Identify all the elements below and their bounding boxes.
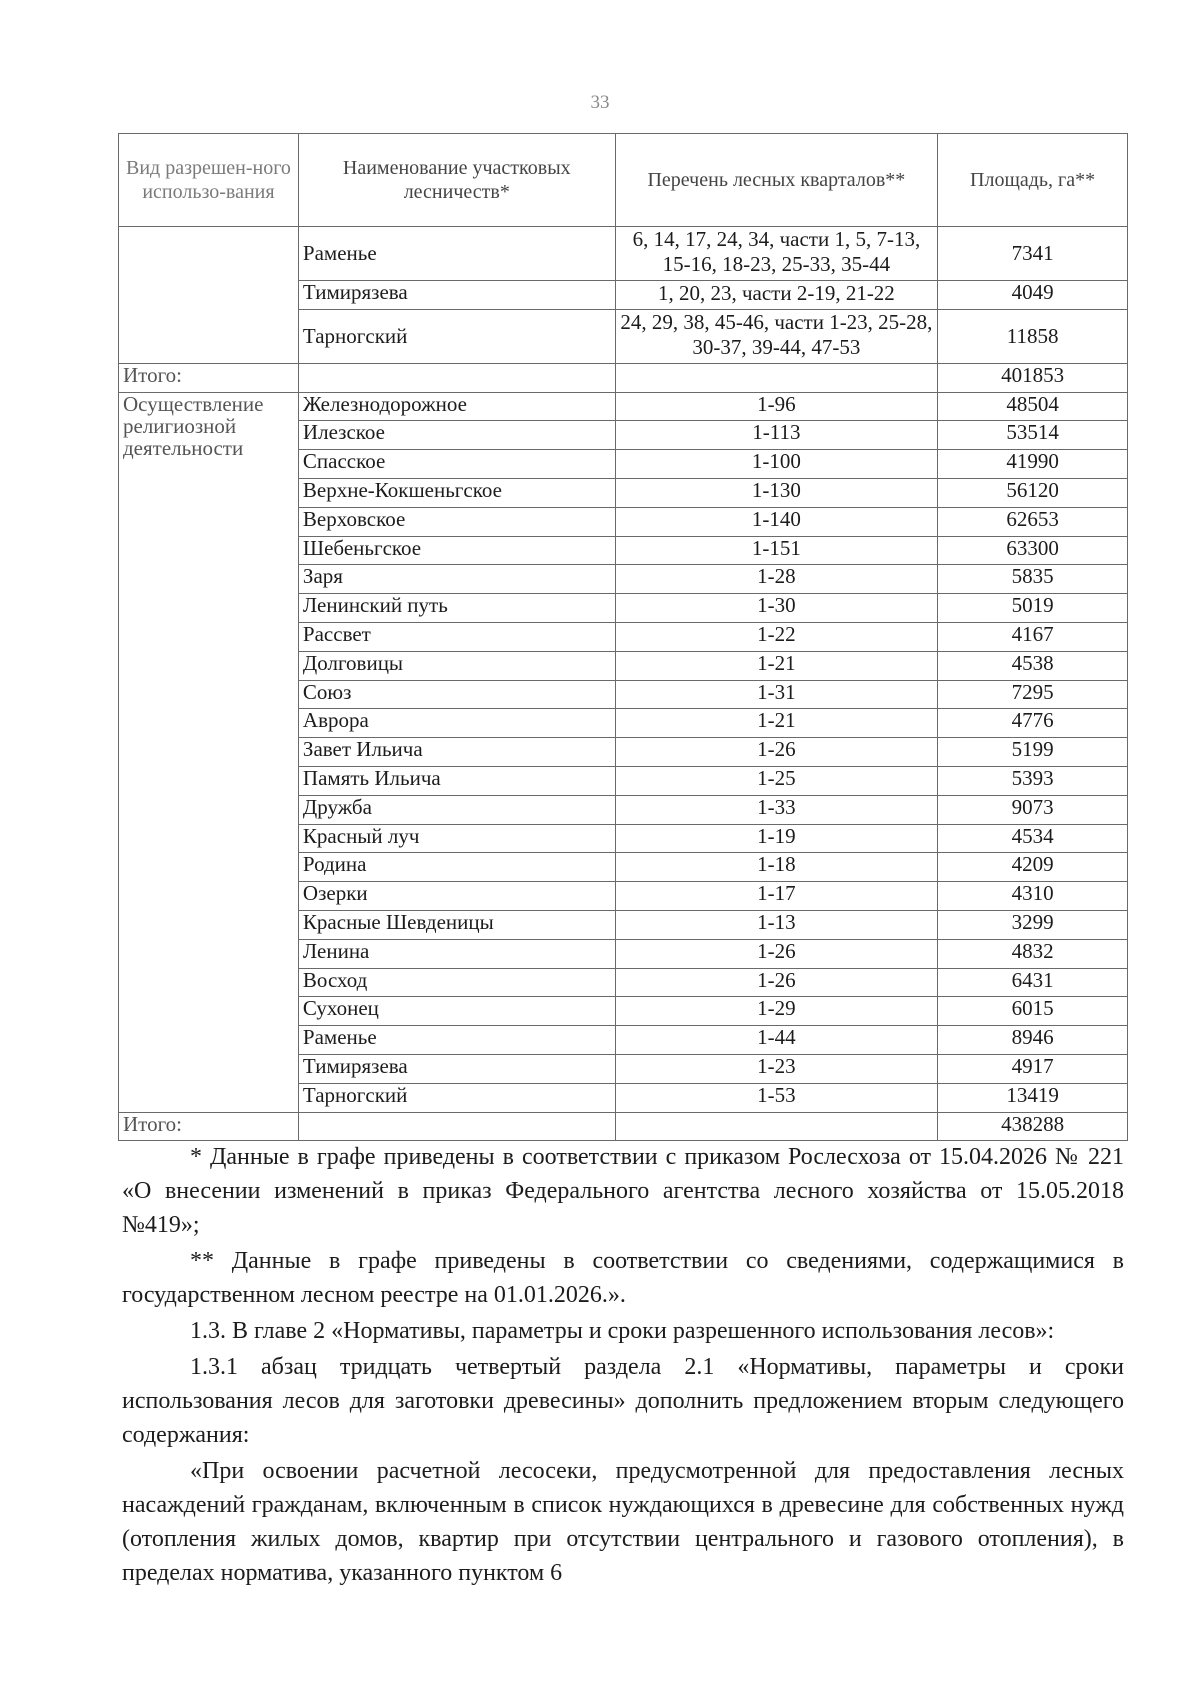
forestry-name: Красные Шевденицы — [298, 910, 615, 939]
total-label: Итого: — [119, 363, 299, 392]
area-value: 4832 — [938, 939, 1128, 968]
quarters-list: 1-19 — [615, 824, 938, 853]
area-value: 6015 — [938, 997, 1128, 1026]
quarters-list: 1, 20, 23, части 2-19, 21-22 — [615, 281, 938, 310]
table-row — [119, 392, 1128, 421]
area-value: 7295 — [938, 680, 1128, 709]
quarters-list: 1-140 — [615, 507, 938, 536]
footnote-1: * Данные в графе приведены в соответствии с приказом Рослесхоза от 15.04.2026 № 221 «О внесении изменений в приказ Федерального агентства лесного хозяйства от 15.05.2018 №419»; — [122, 1144, 1124, 1238]
area-value: 4310 — [938, 882, 1128, 911]
quarters-list: 1-113 — [615, 421, 938, 450]
area-value: 3299 — [938, 910, 1128, 939]
quarters-list: 1-31 — [615, 680, 938, 709]
forestry-name: Верховское — [298, 507, 615, 536]
area-value: 11858 — [938, 309, 1128, 363]
area-value: 4917 — [938, 1054, 1128, 1083]
area-value: 4049 — [938, 281, 1128, 310]
quarters-list: 1-29 — [615, 997, 938, 1026]
quarters-list: 1-21 — [615, 709, 938, 738]
total-empty-cell — [298, 1112, 615, 1141]
quarters-list: 1-25 — [615, 766, 938, 795]
use-kind-cell-empty — [119, 227, 299, 364]
use-kind-cell: Осуществление религиозной деятельности — [119, 392, 299, 1112]
area-value: 5393 — [938, 766, 1128, 795]
quarters-list: 1-33 — [615, 795, 938, 824]
forestry-name: Ленинский путь — [298, 594, 615, 623]
table-row — [119, 227, 1128, 281]
header-area: Площадь, га** — [938, 134, 1128, 227]
quarters-list: 1-100 — [615, 450, 938, 479]
forestry-name: Озерки — [298, 882, 615, 911]
quarters-list: 1-21 — [615, 651, 938, 680]
area-value: 5019 — [938, 594, 1128, 623]
table-body — [119, 227, 1128, 1141]
forestry-name: Железнодорожное — [298, 392, 615, 421]
total-empty-cell — [298, 363, 615, 392]
area-value: 56120 — [938, 478, 1128, 507]
area-value: 4776 — [938, 709, 1128, 738]
total-area: 401853 — [938, 363, 1128, 392]
forestry-name: Заря — [298, 565, 615, 594]
area-value: 63300 — [938, 536, 1128, 565]
forestry-name: Завет Ильича — [298, 738, 615, 767]
area-value: 4538 — [938, 651, 1128, 680]
quarters-list: 1-26 — [615, 968, 938, 997]
area-value: 9073 — [938, 795, 1128, 824]
quarters-list: 1-18 — [615, 853, 938, 882]
quarters-list: 1-26 — [615, 738, 938, 767]
total-row — [119, 363, 1128, 392]
forestry-name: Тимирязева — [298, 281, 615, 310]
quarters-list: 1-44 — [615, 1026, 938, 1055]
forestry-name: Рассвет — [298, 622, 615, 651]
forestry-name: Раменье — [298, 1026, 615, 1055]
forestry-name: Долговицы — [298, 651, 615, 680]
forestry-name: Родина — [298, 853, 615, 882]
area-value: 13419 — [938, 1083, 1128, 1112]
forestry-name: Илезское — [298, 421, 615, 450]
total-area: 438288 — [938, 1112, 1128, 1141]
area-value: 4167 — [938, 622, 1128, 651]
header-forestry-name: Наименование участковых лесничеств* — [298, 134, 615, 227]
forestry-name: Шебеньгское — [298, 536, 615, 565]
quarters-list: 1-22 — [615, 622, 938, 651]
area-value: 7341 — [938, 227, 1128, 281]
area-value: 48504 — [938, 392, 1128, 421]
quarters-list: 1-151 — [615, 536, 938, 565]
forestry-name: Тимирязева — [298, 1054, 615, 1083]
forestry-name: Тарногский — [298, 309, 615, 363]
document-text — [122, 1140, 1124, 1592]
footnote-2: ** Данные в графе приведены в соответствии со сведениями, содержащимися в государственном лесном реестре на 01.01.2026.». — [122, 1248, 1124, 1308]
forestry-name: Память Ильича — [298, 766, 615, 795]
area-value: 5199 — [938, 738, 1128, 767]
forestry-name: Раменье — [298, 227, 615, 281]
area-value: 41990 — [938, 450, 1128, 479]
forestry-name: Спасское — [298, 450, 615, 479]
forestry-name: Сухонец — [298, 997, 615, 1026]
area-value: 62653 — [938, 507, 1128, 536]
paragraph-quote: «При освоении расчетной лесосеки, предусмотренной для предоставления лесных насаждений гражданам, включенным в список нуждающихся в древесине для собственных нужд (отопления жилых домов, квартир при отсутствии центрального и газового отопления), в пределах норматива, указанного пунктом 6 — [122, 1458, 1124, 1586]
quarters-list: 24, 29, 38, 45-46, части 1-23, 25-28, 30-37, 39-44, 47-53 — [615, 309, 938, 363]
table-header-row — [119, 134, 1128, 227]
total-row — [119, 1112, 1128, 1141]
forestry-name: Красный луч — [298, 824, 615, 853]
quarters-list: 1-130 — [615, 478, 938, 507]
total-empty-cell — [615, 1112, 938, 1141]
area-value: 5835 — [938, 565, 1128, 594]
quarters-list: 1-96 — [615, 392, 938, 421]
area-value: 53514 — [938, 421, 1128, 450]
quarters-list: 1-53 — [615, 1083, 938, 1112]
forest-table — [118, 133, 1128, 1141]
area-value: 8946 — [938, 1026, 1128, 1055]
area-value: 6431 — [938, 968, 1128, 997]
area-value: 4209 — [938, 853, 1128, 882]
quarters-list: 1-23 — [615, 1054, 938, 1083]
page-number: 33 — [590, 92, 610, 113]
header-quarters: Перечень лесных кварталов** — [615, 134, 938, 227]
quarters-list: 1-28 — [615, 565, 938, 594]
forestry-name: Дружба — [298, 795, 615, 824]
area-value: 4534 — [938, 824, 1128, 853]
quarters-list: 1-17 — [615, 882, 938, 911]
paragraph-1-3: 1.3. В главе 2 «Нормативы, параметры и сроки разрешенного использования лесов»: — [190, 1318, 1055, 1344]
quarters-list: 6, 14, 17, 24, 34, части 1, 5, 7-13, 15-16, 18-23, 25-33, 35-44 — [615, 227, 938, 281]
total-label: Итого: — [119, 1112, 299, 1141]
paragraph-1-3-1: 1.3.1 абзац тридцать четвертый раздела 2.1 «Нормативы, параметры и сроки использования лесов для заготовки древесины» дополнить предложением вторым следующего содержания: — [122, 1354, 1124, 1448]
forestry-name: Восход — [298, 968, 615, 997]
quarters-list: 1-13 — [615, 910, 938, 939]
forestry-name: Верхне-Кокшеньгское — [298, 478, 615, 507]
forestry-name: Аврора — [298, 709, 615, 738]
total-empty-cell — [615, 363, 938, 392]
quarters-list: 1-26 — [615, 939, 938, 968]
header-use-kind: Вид разрешен-ного использо-вания — [119, 134, 299, 227]
quarters-list: 1-30 — [615, 594, 938, 623]
forestry-name: Тарногский — [298, 1083, 615, 1112]
forestry-name: Ленина — [298, 939, 615, 968]
forestry-name: Союз — [298, 680, 615, 709]
